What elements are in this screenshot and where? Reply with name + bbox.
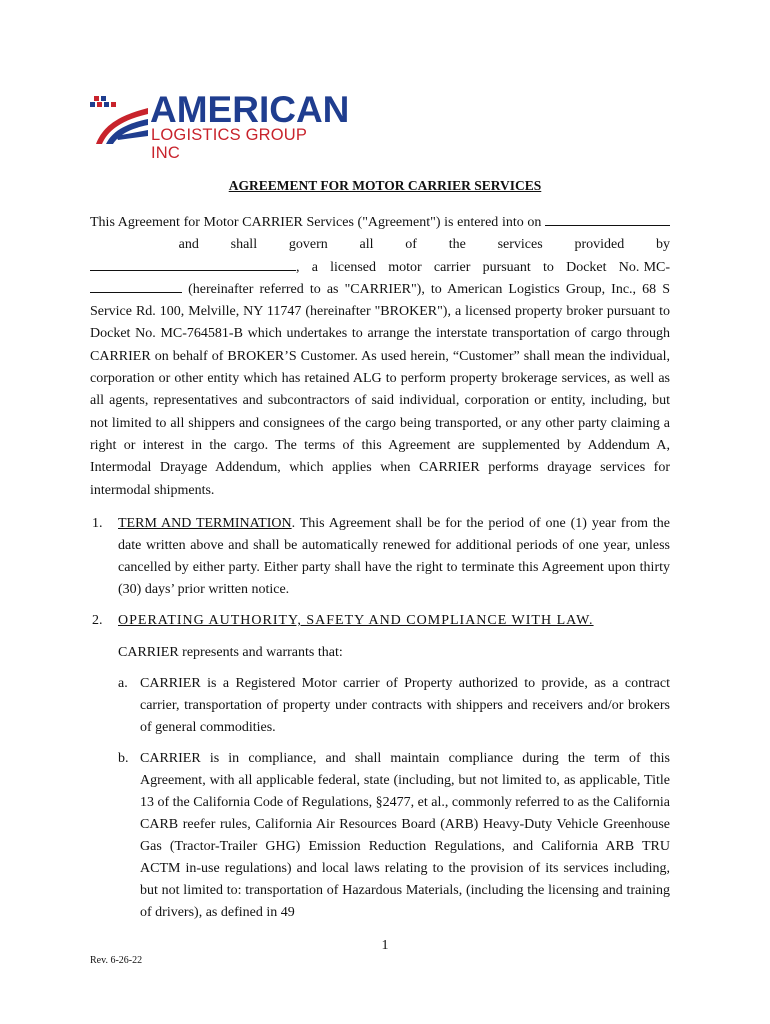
intro-part4: MC- — [643, 259, 671, 275]
intro-part5: (hereinafter referred to as "CARRIER"), to American Logistics Group, Inc., 68 S Service Rd. 100, Melville, NY 11747 (hereinafter "BROKER"), a licensed property broker pursuant to Docket No. MC-764581-B which undertakes to arrange the interstate transportation of cargo through CARRIER on behalf of BROKER’S Customer. As used herein, “Customer” shall mean the individual, corporation or other entity which has retained ALG to perform property brokerage services, as well as all agents, representatives and subcontractors of said individual, corporation or entity, including, but not limited to all shippers and consignees of the cargo being transported, or any other party claiming a right or interest in the cargo. The terms of this Agreement are supplemented by Addendum A, Intermodal Drayage Addendum, which applies when CARRIER performs drayage services for intermodal shipments. — [90, 281, 671, 498]
subsection-b — [118, 748, 670, 924]
document-title: AGREEMENT FOR MOTOR CARRIER SERVICES — [228, 178, 542, 193]
section-2-lead — [92, 642, 670, 664]
subsection-a-label: a. — [118, 676, 128, 691]
intro-part2: and shall govern all of the services provided by — [178, 237, 670, 253]
subsection-b-text: CARRIER is in compliance, and shall maintain compliance during the term of this Agreement, with all applicable federal, state (including, but not limited to, as applicable, Title 13 of the California Code of Regulations, §2477, et al., commonly referred to as the California CARB reefer rules, California Air Resources Board (ARB) Heavy-Duty Vehicle Greenhouse Gas (Tractor-Trailer GHG) Emission Reduction Regulations, and California ARB TRU ACTM in-use regulations) and local laws relating to the provision of its services including, but not limited to: transportation of Hazardous Materials, (including the licensing and training of drivers), as defined in 49 — [140, 751, 670, 920]
section-2-number: 2. — [92, 613, 103, 628]
page-number: 1 — [381, 938, 389, 953]
subsection-a-text: CARRIER is a Registered Motor carrier of Property authorized to provide, as a contract carrier, transportation of property under contracts with shippers and receivers and/or brokers of general commodities. — [140, 676, 670, 735]
section-1-heading: TERM AND TERMINATION — [118, 516, 292, 531]
logo-swoosh-icon — [88, 92, 150, 148]
section-operating-authority — [92, 610, 670, 632]
section-term-termination — [92, 513, 670, 601]
date-blank-line — [545, 213, 670, 226]
section-1-number: 1. — [92, 516, 103, 531]
intro-part1: This Agreement for Motor CARRIER Services ("Agreement") is entered into on — [90, 215, 542, 230]
section-2-heading: OPERATING AUTHORITY, SAFETY AND COMPLIANCE WITH LAW. — [118, 613, 594, 628]
section-1-text: . This Agreement shall be for the period of one (1) year from the date written above and shall be automatically renewed for additional periods of one year, unless cancelled by either party. Either party shall have the right to terminate this Agreement upon thirty (30) days’ prior written notice. — [118, 516, 670, 597]
intro-paragraph — [90, 212, 670, 502]
company-logo — [88, 89, 350, 162]
intro-part3: , a licensed motor carrier pursuant to Docket No. — [296, 259, 640, 275]
subsection-a — [118, 673, 670, 739]
mc-number-blank-line — [90, 280, 182, 293]
carrier-name-blank-line — [90, 258, 296, 271]
logo-subtitle: LOGISTICS GROUP INC — [151, 126, 307, 162]
subsection-b-label: b. — [118, 751, 129, 766]
logo-name: AMERICAN — [150, 89, 350, 130]
section-2-lead-text: CARRIER represents and warrants that: — [118, 645, 343, 660]
revision-label: Rev. 6-26-22 — [90, 955, 143, 966]
